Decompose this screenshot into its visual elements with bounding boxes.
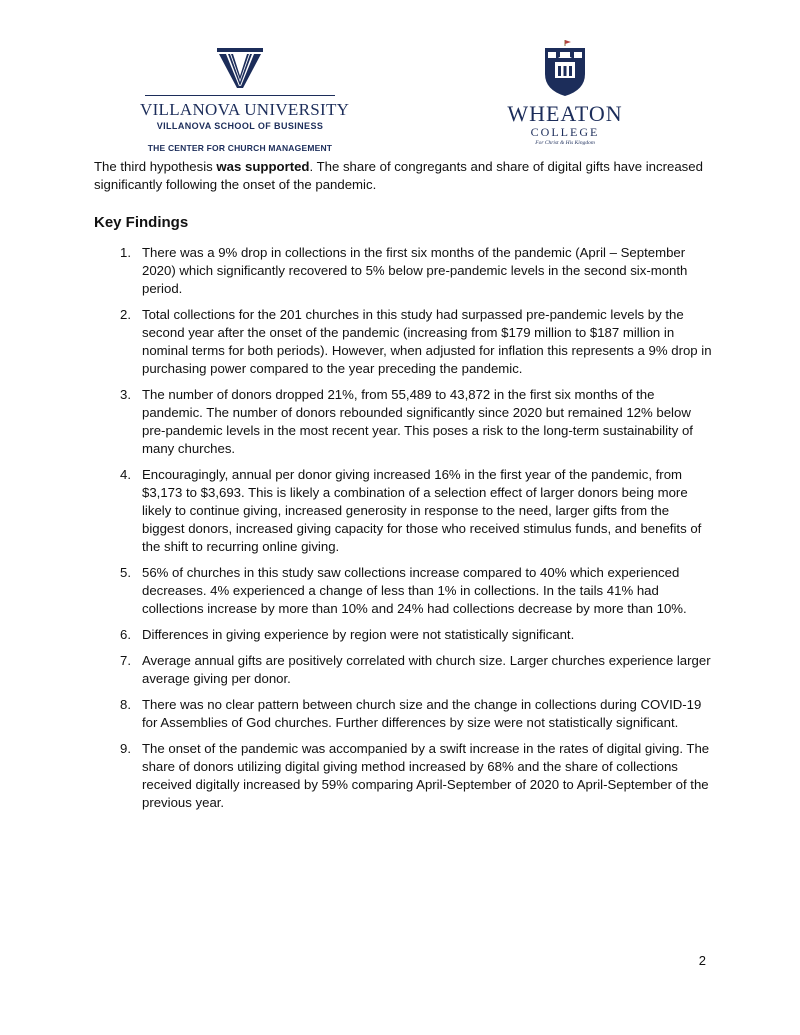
finding-number: 5. — [120, 565, 131, 580]
finding-text: Average annual gifts are positively correlated with church size. Larger churches experience larger average giving per donor. — [142, 653, 711, 686]
finding-number: 3. — [120, 387, 131, 402]
finding-text: The number of donors dropped 21%, from 55,489 to 43,872 in the first six months of the pandemic. The number of donors rebounded significantly since 2020 but remained 12% below pre-pandemic levels in the most recent year. This poses a risk to the long-term sustainability of many churches. — [142, 387, 693, 456]
finding-text: There was a 9% drop in collections in the first six months of the pandemic (April – September 2020) which significantly recovered to 5% below pre-pandemic levels in the second six-month period. — [142, 245, 688, 296]
finding-number: 4. — [120, 467, 131, 482]
finding-number: 7. — [120, 653, 131, 668]
villanova-center: THE CENTER FOR CHURCH MANAGEMENT — [147, 143, 333, 153]
finding-number: 9. — [120, 741, 131, 756]
finding-text: Encouragingly, annual per donor giving increased 16% in the first year of the pandemic, from $3,173 to $3,693. This is likely a combination of a selection effect of larger donors being more likely to continue giving, increased generosity in response to the need, larger gifts from the biggest donors, increased giving capacity for those who received stimulus funds, and benefits of the shift to recurring online giving. — [142, 467, 702, 554]
finding-item — [94, 740, 714, 812]
wheaton-logo — [500, 40, 630, 150]
finding-text: There was no clear pattern between church size and the change in collections during COVID-19 for Assemblies of God churches. Further differences by size were not statistically significant. — [142, 697, 702, 730]
finding-item — [94, 386, 714, 458]
document-body — [94, 158, 714, 820]
finding-number: 8. — [120, 697, 131, 712]
finding-number: 1. — [120, 245, 131, 260]
finding-item — [94, 626, 714, 644]
villanova-v-icon — [215, 46, 265, 90]
intro-text-before: The third hypothesis — [94, 159, 217, 174]
intro-bold-text: was supported — [216, 159, 310, 174]
finding-number: 2. — [120, 307, 131, 322]
finding-text: 56% of churches in this study saw collections increase compared to 40% which experienced decreases. 4% experienced a change of less than 1% in collections. In the tails 41% had collections increase by more than 10% and 24% had collections decrease by more than 10%. — [142, 565, 687, 616]
finding-text: Total collections for the 201 churches in this study had surpassed pre-pandemic levels by the second year after the onset of the pandemic (increasing from $179 million to $187 million in nominal terms for both periods). However, when adjusted for inflation this represents a 9% drop in purchasing power compared to the year preceding the pandemic. — [142, 307, 712, 376]
logo-rule — [145, 95, 335, 96]
intro-paragraph — [94, 158, 714, 194]
villanova-school: VILLANOVA SCHOOL OF BUSINESS — [156, 121, 324, 131]
intro-text-after: . The share of congregants and share of digital gifts have increased significantly following the onset of the pandemic. — [94, 159, 703, 192]
wheaton-college: COLLEGE — [530, 125, 600, 139]
findings-list — [94, 244, 714, 812]
wheaton-shield-icon — [543, 40, 587, 96]
finding-item — [94, 564, 714, 618]
finding-item — [94, 652, 714, 688]
finding-item — [94, 244, 714, 298]
finding-item — [94, 466, 714, 556]
finding-text: The onset of the pandemic was accompanied by a swift increase in the rates of digital giving. The share of donors utilizing digital giving method increased by 68% and the share of collections received digitally increased by 59% comparing April-September of 2020 to April-September of the previous year. — [142, 741, 710, 810]
page-number: 2 — [698, 953, 706, 968]
villanova-name: VILLANOVA UNIVERSITY — [140, 100, 350, 119]
key-findings-heading: Key Findings — [94, 214, 189, 231]
finding-number: 6. — [120, 627, 131, 642]
wheaton-name: WHEATON — [507, 101, 623, 126]
finding-item — [94, 306, 714, 378]
header-logos — [0, 40, 800, 153]
villanova-logo — [140, 46, 350, 153]
finding-text: Differences in giving experience by region were not statistically significant. — [142, 627, 575, 642]
finding-item — [94, 696, 714, 732]
wheaton-motto: For Christ & His Kingdom — [535, 140, 595, 146]
